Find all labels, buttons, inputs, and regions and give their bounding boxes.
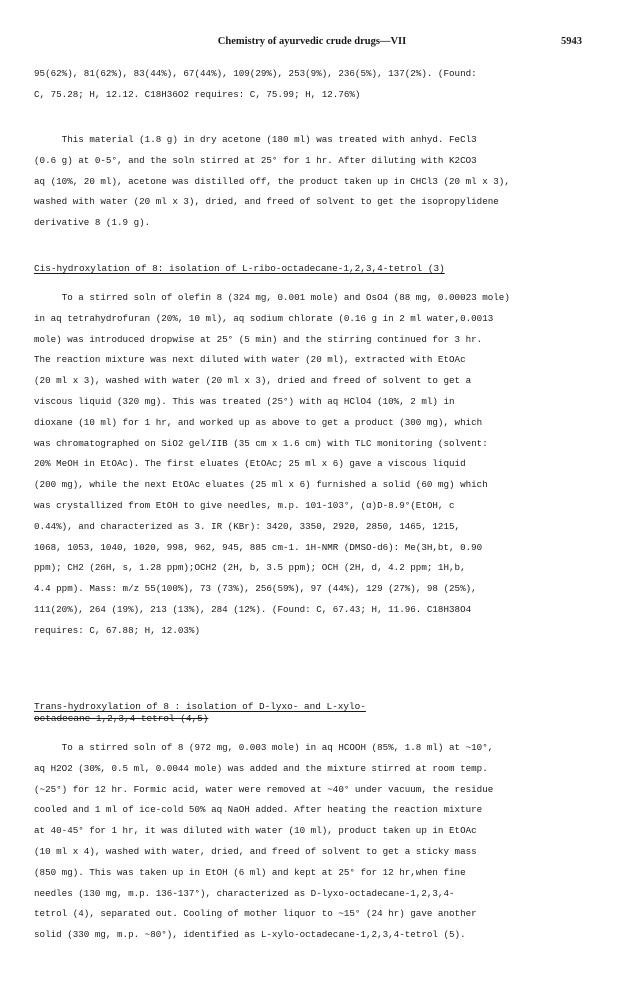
text-line: was crystallized from EtOH to give needles, m.p. 101-103°, (α)D-8.9°(EtOH, c xyxy=(34,499,455,511)
paragraph-isopropylidene-derivative xyxy=(34,130,600,234)
text-line: 111(20%), 264 (19%), 213 (13%), 284 (12%). (Found: C, 67.43; H, 11.96. C18H38O4 xyxy=(34,603,472,615)
paragraph-cis-hydroxylation xyxy=(34,288,600,642)
text-line: To a stirred soln of 8 (972 mg, 0.003 mole) in aq HCOOH (85%, 1.8 ml) at ~10°, xyxy=(34,742,494,753)
text-line: at 40-45° for 1 hr, it was diluted with water (10 ml), product taken up in EtOAc xyxy=(34,825,477,837)
text-line: aq H2O2 (30%, 0.5 ml, 0.0044 mole) was added and the mixture stirred at room temp. xyxy=(34,762,488,774)
text-line: requires: C, 67.88; H, 12.03%) xyxy=(34,624,201,636)
text-line: washed with water (20 ml x 3), dried, and freed of solvent to get the isopropylidene xyxy=(34,196,499,208)
text-line: 4.4 ppm). Mass: m/z 55(100%), 73 (73%), 256(59%), 97 (44%), 129 (27%), 98 (25%), xyxy=(34,583,477,595)
text-line: tetrol (4), separated out. Cooling of mother liquor to ~15° (24 hr) gave another xyxy=(34,908,477,920)
page-number: 5943 xyxy=(561,36,582,47)
page-header xyxy=(30,36,594,52)
text-line: 20% MeOH in EtOAc). The first eluates (EtOAc; 25 ml x 6) gave a viscous liquid xyxy=(34,458,466,470)
section-heading-cis-hydroxylation: Cis-hydroxylation of 8: isolation of L-ribo-octadecane-1,2,3,4-tetrol (3) xyxy=(34,263,445,274)
text-line: (10 ml x 4), washed with water, dried, and freed of solvent to get a sticky mass xyxy=(34,845,477,857)
text-line: solid (330 mg, m.p. ~80°), identified as L-xylo-octadecane-1,2,3,4-tetrol (5). xyxy=(34,929,466,941)
text-line: C, 75.28; H, 12.12. C18H36O2 requires: C, 75.99; H, 12.76%) xyxy=(34,88,361,100)
text-line: dioxane (10 ml) for 1 hr, and worked up as above to get a product (300 mg), which xyxy=(34,416,483,428)
paragraph-trans-hydroxylation xyxy=(34,738,600,946)
text-line: 0.44%), and characterized as 3. IR (KBr): 3420, 3350, 2920, 2850, 1465, 1215, xyxy=(34,520,461,532)
text-line: 95(62%), 81(62%), 83(44%), 67(44%), 109(29%), 253(9%), 236(5%), 137(2%). (Found: xyxy=(34,68,477,79)
text-line: ppm); CH2 (26H, s, 1.28 ppm);OCH2 (2H, b, 3.5 ppm); OCH (2H, d, 4.2 ppm; 1H,b, xyxy=(34,562,466,574)
text-line: (20 ml x 3), washed with water (20 ml x 3), dried and freed of solvent to get a xyxy=(34,375,472,387)
text-line: 1068, 1053, 1040, 1020, 998, 962, 945, 885 cm-1. 1H-NMR (DMSO-d6): Me(3H,bt, 0.90 xyxy=(34,541,483,553)
text-line: (850 mg). This was taken up in EtOH (6 ml) and kept at 25° for 12 hr,when fine xyxy=(34,866,466,878)
text-line: viscous liquid (320 mg). This was treated (25°) with aq HClO4 (10%, 2 ml) in xyxy=(34,395,455,407)
section-heading-trans-hydroxylation-continued: octadecane-1,2,3,4-tetrol (4,5) xyxy=(34,713,209,724)
text-line: aq (10%, 20 ml), acetone was distilled off, the product taken up in CHCl3 (20 ml x 3), xyxy=(34,175,510,187)
text-line: mole) was introduced dropwise at 25° (5 min) and the stirring continued for 3 hr. xyxy=(34,333,483,345)
text-line: derivative 8 (1.9 g). xyxy=(34,217,151,229)
section-heading-trans-hydroxylation: Trans-hydroxylation of 8 : isolation of D-lyxo- and L-xylo- xyxy=(34,701,366,712)
text-line: was chromatographed on SiO2 gel/IIB (35 cm x 1.6 cm) with TLC monitoring (solvent: xyxy=(34,437,488,449)
text-line: in aq tetrahydrofuran (20%, 10 ml), aq sodium chlorate (0.16 g in 2 ml water,0.0013 xyxy=(34,312,494,324)
text-line: cooled and 1 ml of ice-cold 50% aq NaOH added. After heating the reaction mixture xyxy=(34,804,483,816)
text-line: To a stirred soln of olefin 8 (324 mg, 0.001 mole) and OsO4 (88 mg, 0.00023 mole) xyxy=(34,292,510,303)
text-line: (~25°) for 12 hr. Formic acid, water were removed at ~40° under vacuum, the residue xyxy=(34,783,494,795)
text-line: (0.6 g) at 0-5°, and the soln stirred at 25° for 1 hr. After diluting with K2CO3 xyxy=(34,154,477,166)
text-line: needles (130 mg, m.p. 136-137°), characterized as D-lyxo-octadecane-1,2,3,4- xyxy=(34,887,455,899)
text-line: The reaction mixture was next diluted with water (20 ml), extracted with EtOAc xyxy=(34,354,466,366)
running-title: Chemistry of ayurvedic crude drugs—VII xyxy=(217,36,407,47)
paragraph-mass-spectrum-data xyxy=(34,64,600,106)
text-line: (200 mg), while the next EtOAc eluates (25 ml x 6) furnished a solid (60 mg) which xyxy=(34,479,488,491)
text-line: This material (1.8 g) in dry acetone (180 ml) was treated with anhyd. FeCl3 xyxy=(34,134,477,145)
